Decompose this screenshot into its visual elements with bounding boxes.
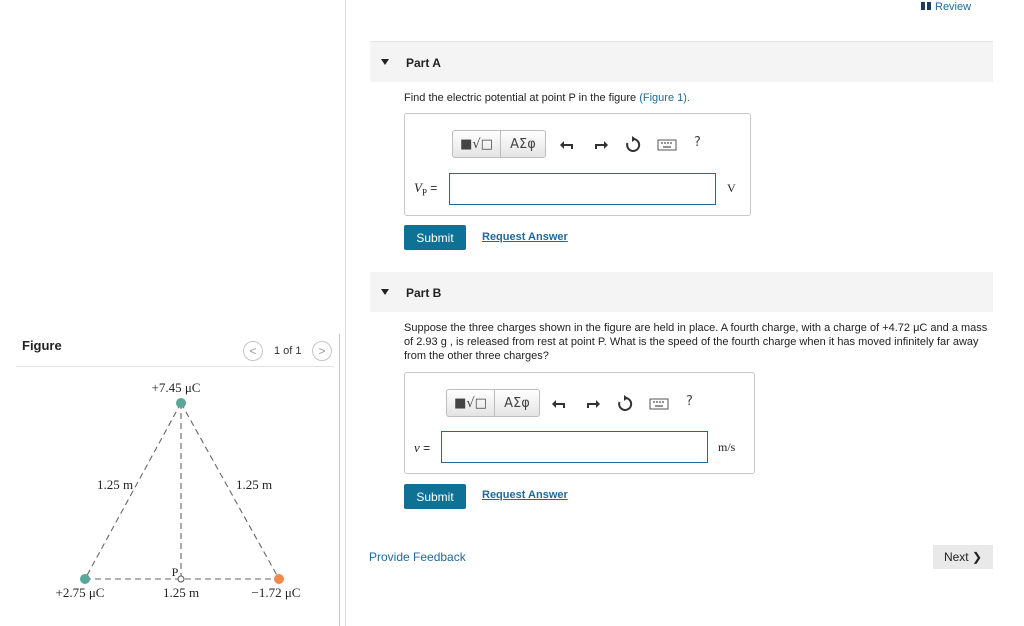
part-b-header[interactable] [370, 272, 993, 312]
part-a-unit-label: V [727, 181, 736, 195]
part-a-submit-button[interactable]: Submit [404, 225, 466, 250]
part-b-answer-box [404, 372, 755, 474]
part-a-header[interactable] [370, 42, 993, 82]
part-a-request-answer-link[interactable]: Request Answer [482, 231, 568, 243]
greek-symbols-button[interactable]: ΑΣφ [504, 395, 530, 411]
figure-link[interactable]: (Figure 1). [639, 92, 690, 104]
next-button[interactable]: Next ❯ [933, 545, 993, 569]
help-button[interactable]: ? [686, 394, 693, 409]
next-figure-button[interactable]: > [312, 341, 332, 361]
redo-icon[interactable] [583, 394, 603, 414]
collapse-triangle-icon[interactable] [381, 59, 389, 65]
templates-button[interactable]: ■√□ [453, 131, 501, 157]
part-a-math-toolbar [452, 130, 546, 158]
panel-separator [345, 0, 346, 626]
part-b-unit-label: m/s [718, 440, 736, 454]
templates-button[interactable]: ■√□ [447, 390, 495, 416]
part-b-request-answer-link[interactable]: Request Answer [482, 489, 568, 501]
undo-icon[interactable] [557, 135, 577, 155]
part-a-answer-box [404, 113, 751, 216]
figure-title: Figure [22, 338, 62, 353]
right-side-distance-label: 1.25 m [235, 477, 273, 492]
keyboard-icon[interactable] [657, 135, 677, 155]
point-p-label: P [171, 565, 179, 579]
redo-icon[interactable] [591, 135, 611, 155]
left-charge-label: +2.75 μC [55, 585, 105, 600]
part-a-question: Find the electric potential at point P in the figure (Figure 1). [404, 92, 690, 104]
part-b-answer-input[interactable] [441, 431, 708, 463]
reset-icon[interactable] [623, 135, 643, 155]
part-a-title: Part A [406, 56, 441, 70]
collapse-triangle-icon[interactable] [381, 289, 389, 295]
part-b-variable-label: v = [414, 440, 431, 455]
right-charge-dot [274, 574, 284, 584]
keyboard-icon[interactable] [649, 394, 669, 414]
part-a-variable-label: $V_P$ = [414, 180, 438, 198]
charge-triangle-diagram [0, 0, 340, 626]
left-side-distance-label: 1.25 m [96, 477, 134, 492]
part-b-title: Part B [406, 286, 442, 300]
base-distance-label: 1.25 m [162, 585, 200, 600]
help-button[interactable]: ? [694, 135, 701, 150]
part-b-submit-button[interactable]: Submit [404, 484, 466, 509]
figure-pager-text: 1 of 1 [274, 345, 302, 357]
point-p-marker [178, 576, 184, 582]
undo-icon[interactable] [549, 394, 569, 414]
greek-symbols-button[interactable]: ΑΣφ [510, 136, 536, 152]
right-charge-label: −1.72 μC [251, 585, 301, 600]
left-charge-dot [80, 574, 90, 584]
top-charge-label: +7.45 μC [151, 380, 201, 395]
prev-figure-button[interactable]: < [243, 341, 263, 361]
provide-feedback-link[interactable]: Provide Feedback [369, 550, 466, 564]
review-link[interactable]: Review [921, 1, 971, 13]
part-a-answer-input[interactable] [449, 173, 716, 205]
part-b-question: Suppose the three charges shown in the figure are held in place. A fourth charge, with a charge of +4.72 μC and a mass of 2.93 g , is released from rest at point P. What is the speed of the fourth charge when it has moved infinitely far away from the other three charges? [404, 322, 988, 362]
part-b-math-toolbar [446, 389, 540, 417]
top-charge-dot [176, 398, 186, 408]
review-icon [921, 2, 931, 10]
reset-icon[interactable] [615, 394, 635, 414]
